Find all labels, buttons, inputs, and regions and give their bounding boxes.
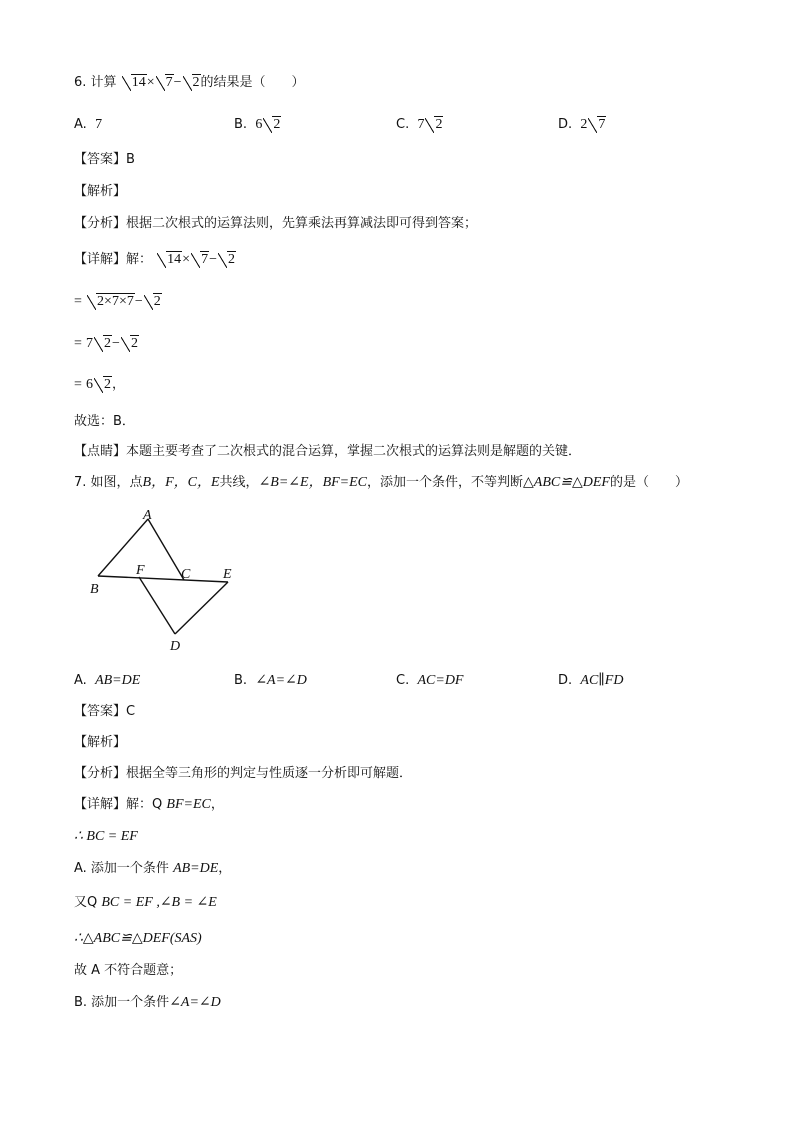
fenxi-tag: 【分析】 bbox=[74, 766, 127, 781]
q7-option-c bbox=[396, 672, 463, 690]
radicand: 2 bbox=[153, 294, 161, 309]
option-label: B. bbox=[234, 117, 248, 132]
option-coef: 7 bbox=[417, 117, 425, 132]
jiexi-tag: 【解析】 bbox=[74, 735, 127, 750]
text-line: 故 A 不符合题意； bbox=[74, 963, 183, 978]
comma: ， bbox=[218, 861, 232, 876]
q7-stem-part: 共线， bbox=[219, 475, 259, 490]
sqrt-2 bbox=[94, 376, 112, 394]
math-part: BC = EF ,∠B = ∠E bbox=[101, 895, 217, 910]
radicand: 2 bbox=[104, 377, 112, 392]
xiangjie-math: BF=EC bbox=[166, 797, 211, 812]
xiangjie-text: 解： bbox=[126, 252, 153, 267]
sqrt-14 bbox=[157, 251, 182, 269]
triangle-figure bbox=[86, 506, 286, 656]
option-label: C. bbox=[396, 117, 410, 132]
minus-sign: − bbox=[112, 336, 120, 351]
q7-stem-condition: ∠B=∠E，BF=EC bbox=[258, 475, 368, 490]
equals-sign: = bbox=[74, 294, 82, 309]
comma: ， bbox=[112, 377, 126, 392]
label-d: D bbox=[170, 639, 181, 654]
math-part: AB=DE bbox=[173, 861, 219, 876]
label-e: E bbox=[223, 567, 232, 582]
radicand: 2 bbox=[104, 336, 112, 351]
q7-stem-points: B，F，C，E bbox=[142, 475, 220, 490]
q7-option-b bbox=[234, 672, 307, 690]
radicand: 2 bbox=[273, 117, 281, 132]
q7-stem-part: 的是（ ） bbox=[609, 475, 688, 490]
sqrt bbox=[588, 116, 606, 134]
q7-xiangjie bbox=[74, 796, 224, 814]
sqrt-2 bbox=[94, 335, 112, 353]
segment-de bbox=[175, 582, 228, 634]
minus-sign: − bbox=[134, 294, 143, 309]
equals-sign: = bbox=[74, 336, 82, 351]
q7-stem-congruence: △ABC≌△DEF bbox=[523, 475, 610, 490]
radicand: 14 bbox=[167, 252, 182, 267]
sqrt-2 bbox=[218, 251, 236, 269]
option-coef: 2 bbox=[580, 117, 588, 132]
q6-number: 6. 计算 bbox=[74, 75, 117, 90]
radicand: 2 bbox=[130, 336, 138, 351]
q6-step-3 bbox=[74, 376, 125, 394]
option-label: C. bbox=[396, 673, 410, 688]
q6-option-b bbox=[234, 116, 281, 134]
answer-tag: 【答案】 bbox=[74, 704, 127, 719]
times-sign: × bbox=[182, 252, 191, 267]
q6-option-c bbox=[396, 116, 443, 134]
equals-sign: = bbox=[74, 377, 82, 392]
xiangjie-tag: 【详解】 bbox=[74, 252, 127, 267]
label-a: A bbox=[143, 508, 152, 523]
q7-line-4 bbox=[74, 930, 202, 948]
math-line: ∴△ABC≌△DEF(SAS) bbox=[74, 931, 202, 946]
text-part: 又Q bbox=[74, 895, 102, 910]
comma: ， bbox=[210, 797, 224, 812]
option-label: A. bbox=[74, 673, 87, 688]
fenxi-text: 根据二次根式的运算法则，先算乘法再算减法即可得到答案； bbox=[126, 216, 478, 231]
q7-stem-part: ，添加一个条件，不等判断 bbox=[367, 475, 524, 490]
q6-option-a bbox=[74, 116, 102, 134]
option-text: 7 bbox=[95, 117, 103, 132]
radicand: 2 bbox=[435, 117, 443, 132]
radicand: 2 bbox=[227, 252, 235, 267]
radicand: 2 bbox=[192, 75, 200, 90]
option-label: A. bbox=[74, 117, 87, 132]
answer-value: B bbox=[126, 152, 135, 167]
option-text: AB=DE bbox=[95, 673, 141, 688]
answer-value: C bbox=[126, 704, 136, 719]
math-line: ∴ BC = EF bbox=[74, 829, 138, 844]
sqrt bbox=[425, 116, 443, 134]
radicand: 2×7×7 bbox=[97, 294, 134, 309]
times-sign: × bbox=[146, 75, 155, 90]
sqrt-7 bbox=[191, 251, 209, 269]
q6-xiangjie bbox=[74, 251, 236, 269]
q7-stem-part: 7. 如图，点 bbox=[74, 475, 143, 490]
segment-ac bbox=[148, 519, 184, 580]
dianjing-text: 本题主要考查了二次根式的混合运算，掌握二次根式的运算法则是解题的关键． bbox=[126, 444, 582, 459]
radicand: 7 bbox=[165, 75, 173, 90]
q6-jiexi bbox=[74, 183, 126, 201]
fenxi-tag: 【分析】 bbox=[74, 216, 127, 231]
segment-fd bbox=[139, 577, 175, 634]
option-text: AC∥FD bbox=[580, 673, 624, 688]
label-c: C bbox=[181, 567, 191, 582]
minus-sign: − bbox=[209, 252, 217, 267]
q6-fenxi bbox=[74, 215, 477, 233]
sqrt-product bbox=[87, 293, 135, 311]
option-coef: 6 bbox=[255, 117, 263, 132]
label-f: F bbox=[136, 563, 145, 578]
text-part: B. 添加一个条件 bbox=[74, 995, 170, 1010]
q7-line-6 bbox=[74, 994, 221, 1012]
option-label: D. bbox=[558, 117, 573, 132]
segment-be bbox=[98, 576, 228, 582]
answer-tag: 【答案】 bbox=[74, 152, 127, 167]
q7-jiexi bbox=[74, 734, 126, 752]
text-part: A. 添加一个条件 bbox=[74, 861, 174, 876]
xiangjie-tag: 【详解】 bbox=[74, 797, 127, 812]
sqrt-2 bbox=[144, 293, 162, 311]
q7-stem bbox=[74, 474, 688, 492]
q6-stem bbox=[74, 74, 305, 92]
option-label: B. bbox=[234, 673, 248, 688]
q6-step-1 bbox=[74, 293, 162, 311]
q6-dianjing bbox=[74, 443, 581, 461]
q6-guxuan bbox=[74, 413, 135, 431]
radicand: 14 bbox=[131, 75, 146, 90]
sqrt-2 bbox=[183, 74, 201, 92]
sqrt-7 bbox=[156, 74, 174, 92]
q7-option-a bbox=[74, 672, 140, 690]
fenxi-text: 根据全等三角形的判定与性质逐一分析即可解题． bbox=[126, 766, 413, 781]
q6-step-2 bbox=[74, 335, 139, 353]
sqrt-14 bbox=[122, 74, 147, 92]
q6-stem-tail: 的结果是（ ） bbox=[200, 75, 305, 90]
jiexi-tag: 【解析】 bbox=[74, 184, 127, 199]
minus-sign: − bbox=[173, 75, 182, 90]
q6-option-d bbox=[558, 116, 606, 134]
q7-answer bbox=[74, 703, 135, 721]
radicand: 7 bbox=[201, 252, 209, 267]
conclusion-text: 故选：B． bbox=[74, 414, 135, 429]
math-part: ∠A=∠D bbox=[169, 995, 221, 1010]
xiangjie-text: 解：Q bbox=[126, 797, 167, 812]
radicand: 7 bbox=[598, 117, 606, 132]
label-b: B bbox=[90, 582, 99, 597]
sqrt-2 bbox=[121, 335, 139, 353]
q7-fenxi bbox=[74, 765, 412, 783]
coef: 6 bbox=[86, 377, 94, 392]
coef: 7 bbox=[86, 336, 94, 351]
q6-answer bbox=[74, 151, 135, 169]
q7-line-3 bbox=[74, 894, 217, 912]
q7-line-2 bbox=[74, 860, 231, 878]
option-text: AC=DF bbox=[417, 673, 464, 688]
option-text: ∠A=∠D bbox=[255, 673, 307, 688]
q7-line-5 bbox=[74, 962, 182, 980]
q7-line-1 bbox=[74, 828, 138, 846]
dianjing-tag: 【点睛】 bbox=[74, 444, 127, 459]
sqrt bbox=[263, 116, 281, 134]
q7-option-d bbox=[558, 672, 623, 690]
option-label: D. bbox=[558, 673, 573, 688]
